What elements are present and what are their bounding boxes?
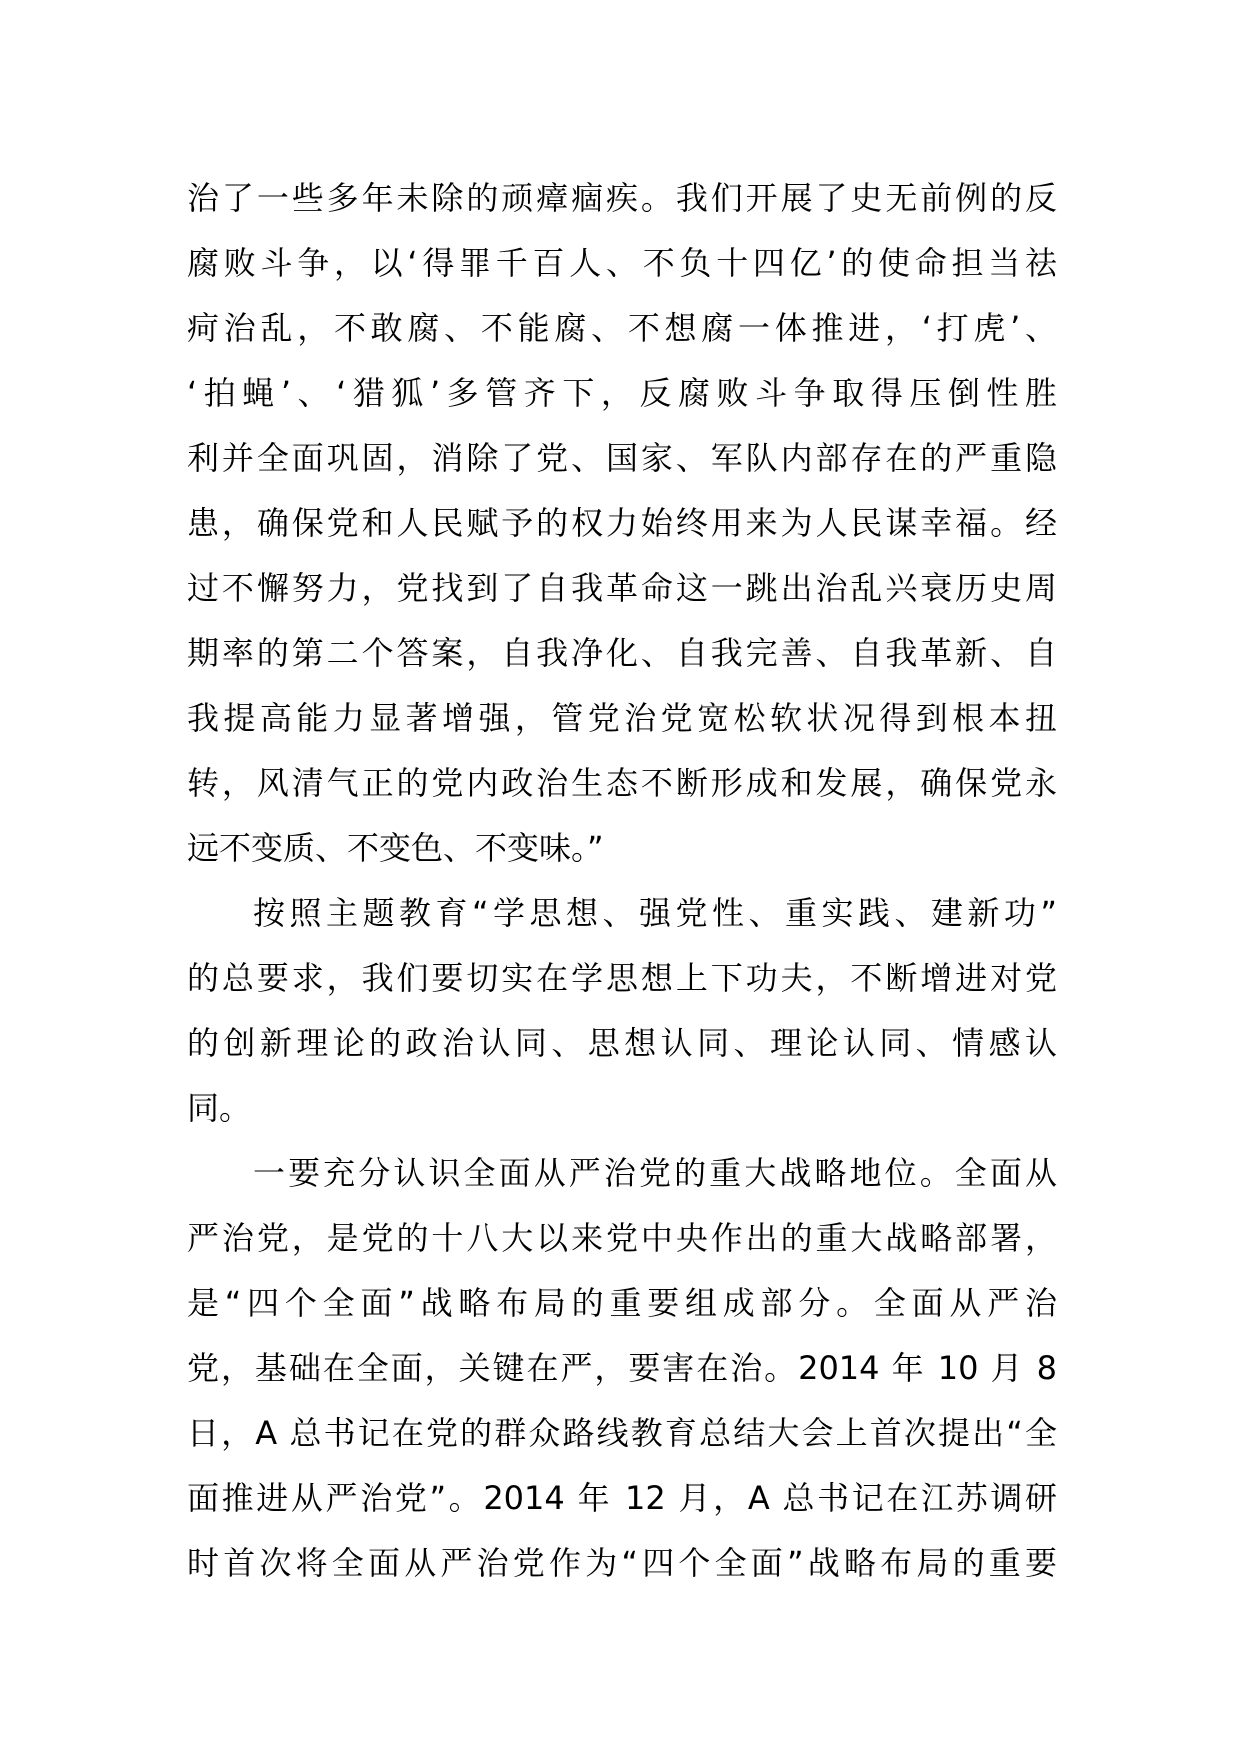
text-line: 利并全面巩固，消除了党、国家、军队内部存在的严重隐 [187, 439, 1057, 477]
text-line: 腐败斗争，以‘得罪千百人、不负十四亿’的使命担当祛 [187, 244, 1057, 282]
paragraph-3 [187, 1141, 1057, 1596]
text-line: 党，基础在全面，关键在严，要害在治。2014 年 10 月 8 [187, 1349, 1057, 1387]
paragraph-2 [187, 881, 1057, 1141]
text-line: 转，风清气正的党内政治生态不断形成和发展，确保党永 [187, 764, 1057, 802]
text-line: ‘拍蝇’、‘猎狐’多管齐下，反腐败斗争取得压倒性胜 [187, 374, 1057, 412]
text-line: 是“四个全面”战略布局的重要组成部分。全面从严治 [187, 1284, 1057, 1322]
text-line: 患，确保党和人民赋予的权力始终用来为人民谋幸福。经 [187, 504, 1057, 542]
document-body [187, 166, 1057, 1596]
text-line: 我提高能力显著增强，管党治党宽松软状况得到根本扭 [187, 699, 1057, 737]
text-line: 远不变质、不变色、不变味。” [187, 829, 604, 867]
text-line: 按照主题教育“学思想、强党性、重实践、建新功” [253, 894, 1057, 932]
text-line: 治了一些多年未除的顽瘴痼疾。我们开展了史无前例的反 [187, 179, 1057, 217]
text-line: 日，A 总书记在党的群众路线教育总结大会上首次提出“全 [187, 1414, 1057, 1452]
text-line: 面推进从严治党”。2014 年 12 月，A 总书记在江苏调研 [187, 1479, 1057, 1517]
text-line: 疴治乱，不敢腐、不能腐、不想腐一体推进，‘打虎’、 [187, 309, 1057, 347]
text-line: 的创新理论的政治认同、思想认同、理论认同、情感认 [187, 1024, 1057, 1062]
text-line: 同。 [187, 1089, 252, 1127]
text-line: 过不懈努力，党找到了自我革命这一跳出治乱兴衰历史周 [187, 569, 1057, 607]
text-line: 一要充分认识全面从严治党的重大战略地位。全面从 [253, 1154, 1057, 1192]
text-line: 严治党，是党的十八大以来党中央作出的重大战略部署， [187, 1219, 1057, 1257]
text-line: 时首次将全面从严治党作为“四个全面”战略布局的重要 [187, 1544, 1057, 1582]
paragraph-1 [187, 166, 1057, 881]
text-line: 期率的第二个答案，自我净化、自我完善、自我革新、自 [187, 634, 1057, 672]
text-line: 的总要求，我们要切实在学思想上下功夫，不断增进对党 [187, 959, 1057, 997]
